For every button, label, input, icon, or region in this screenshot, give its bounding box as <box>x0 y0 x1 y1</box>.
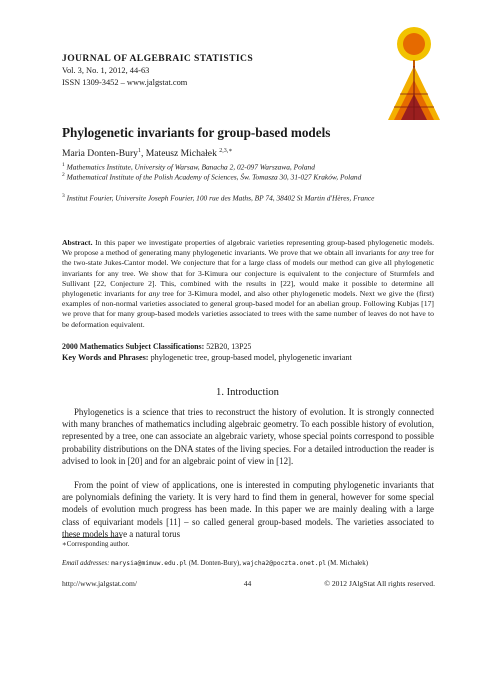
affiliation-number: 3 <box>62 193 65 199</box>
footer-url-link[interactable]: http://www.jalgstat.com/ <box>62 579 138 588</box>
msc-value: 52B20, 13P25 <box>204 342 252 351</box>
abstract-emphasis: any <box>398 248 410 258</box>
page-number: 44 <box>243 579 252 588</box>
author-name: Maria Donten-Bury <box>62 148 138 160</box>
keywords-label: Key Words and Phrases: <box>62 353 149 362</box>
email-label: Email addresses: <box>62 560 110 567</box>
author-superscript: 1 <box>137 148 141 154</box>
email-link[interactable]: marysia@mimuw.edu.pl <box>111 560 187 567</box>
abstract <box>62 238 434 330</box>
journal-name: JOURNAL OF ALGEBRAIC STATISTICS <box>62 53 254 64</box>
affiliation-number: 2 <box>62 172 65 178</box>
author-name: , Mateusz Michałek <box>140 148 217 160</box>
affiliation-text: Mathematics Institute, University of Warsaw, Banacha 2, 02-097 Warszawa, Poland <box>66 162 315 172</box>
author-superscript: 2,3,∗ <box>219 148 233 154</box>
keywords-value: phylogenetic tree, group-based model, phylogenetic invariant <box>148 353 352 362</box>
abstract-text: tree for 3-Kimura model, and also other phylogenetic models. Next we give the (first) examples of non-normal varieties associated to general group-based model for an abelian group. Following Kubjas [17] we prove that for many group-based models varieties associated to trees with the same number of leaves do not have to be deformation equivalent. <box>62 289 434 329</box>
footnote-corresponding: ∗Corresponding author. <box>62 540 130 548</box>
email-link[interactable]: wajcha2@poczta.onet.pl <box>242 560 327 567</box>
body-paragraph: Phylogenetics is a science that tries to reconstruct the history of evolution. It is strongly connected with many branches of mathematics including algebraic geometry. To each possible history of evolution, represented by a tree, one can associate an algebraic variety, whose special points correspond to possible probability distributions on the DNA states of the living species. For a detailed introduction the reader is advised to look in [20] and for an algebraic point of view in [12]. <box>62 407 434 466</box>
msc-label: 2000 Mathematics Subject Classifications: <box>62 342 205 351</box>
abstract-label: Abstract. <box>62 238 93 247</box>
email-owner: (M. Donten-Bury), <box>186 560 243 567</box>
footer-copyright: © 2012 JAlgStat All rights reserved. <box>324 579 435 588</box>
affiliation-number: 1 <box>62 162 65 168</box>
msc-classification <box>62 342 434 351</box>
footnote-divider <box>62 537 122 538</box>
paper-title: Phylogenetic invariants for group-based models <box>62 125 331 140</box>
affiliation-text: Institut Fourier, Universite Joseph Fourier, 100 rue des Maths, BP 74, 38402 St Martin d'Hères, France <box>66 193 375 203</box>
body-paragraph: From the point of view of applications, one is interested in computing phylogenetic invariants that are polynomials defining the variety. It is very hard to find them in general, however for some special models of evolution much progress has been made. In this paper we are mainly dealing with a large class of equivariant models [11] – so called general group-based models. The varieties associated to these models have a natural torus <box>62 480 434 539</box>
affiliation <box>62 171 432 182</box>
author-line <box>62 147 232 159</box>
affiliation <box>62 192 432 203</box>
abstract-text: In this paper we investigate properties of algebraic varieties representing group-based phylogenetic models. We propose a method of generating many phylogenetic invariants. We prove that we obtain all invariants for <box>62 238 434 258</box>
footnote-emails <box>62 560 434 567</box>
abstract-text: tree for the two-state Jukes-Cantor model. We conjecture that for a large class of models our method can give all phylogenetic invariants for any tree. We show that for 3-Kimura our conjecture is equivalent to the conjecture of Sturmfels and Sullivant [22, Conjecture 2]. This, combined with the results in [22], would make it possible to determine all phylogenetic invariants for <box>62 248 434 299</box>
journal-issn: ISSN 1309-3452 – www.jalgstat.com <box>62 78 188 87</box>
affiliation-text: Mathematical Institute of the Polish Academy of Sciences, Św. Tomasza 30, 31-027 Kraków, Poland <box>66 172 362 182</box>
journal-logo-icon <box>384 22 444 127</box>
section-heading: 1. Introduction <box>216 387 279 398</box>
abstract-emphasis: any <box>148 289 160 299</box>
email-owner: (M. Michałek) <box>326 560 368 567</box>
journal-volume: Vol. 3, No. 1, 2012, 44-63 <box>62 66 150 75</box>
keywords <box>62 353 434 362</box>
